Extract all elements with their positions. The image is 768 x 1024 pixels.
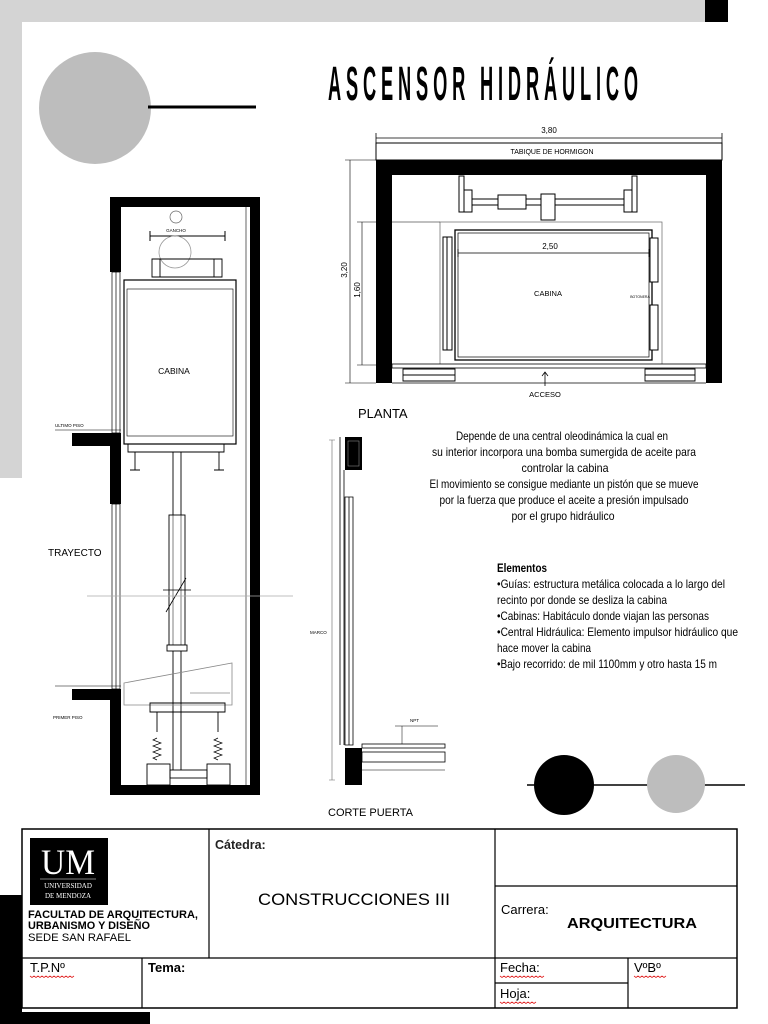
- dimension-cabin-width-label: 2,50: [542, 242, 558, 251]
- tp-number-label: T.P.Nº: [30, 960, 65, 975]
- floor-level-marker: [395, 726, 438, 744]
- top-gray-band: [0, 0, 705, 22]
- plan-view: [340, 126, 722, 399]
- piston-rod-lower: [173, 651, 181, 770]
- first-floor-slab: [72, 689, 121, 700]
- spring-right: [214, 738, 222, 760]
- crossbar-block: [498, 195, 526, 209]
- logo-line2: DE MENDOZA: [44, 892, 92, 900]
- hook-label: GANCHO: [166, 228, 186, 233]
- floor-finish: [362, 744, 445, 748]
- piston-break-line: [163, 578, 191, 612]
- gray-circle: [647, 755, 705, 813]
- pulley: [159, 236, 191, 268]
- approval-label: VºBº: [634, 960, 661, 975]
- chair-label: Cátedra:: [215, 838, 266, 852]
- description-line: su interior incorpora una bomba sumergida de aceite para: [432, 445, 697, 459]
- logo-line1: UNIVERSIDAD: [44, 882, 92, 890]
- faculty-line2: URBANISMO Y DISEÑO: [28, 920, 152, 932]
- spring-left: [153, 738, 161, 760]
- title-block: [22, 829, 737, 1008]
- elements-line: •Bajo recorrido: de mil 1100mm y otro hasta 15 m: [497, 657, 717, 671]
- guide-rail-right-post: [632, 176, 637, 212]
- floor-slab: [362, 752, 445, 762]
- door-sill-block: [345, 748, 362, 785]
- section-cabin-outer: [124, 280, 236, 444]
- door-section-view: [310, 437, 445, 785]
- first-floor-door: [112, 504, 120, 689]
- left-gray-band: [0, 22, 22, 478]
- floor-level-label: NPT: [410, 718, 419, 723]
- top-floor-label: ULTIMO PISO: [55, 423, 84, 428]
- sheet-number-label: Hoja:: [500, 986, 531, 1001]
- section-view: [53, 197, 293, 795]
- elements-line: •Guías: estructura metálica colocada a lo largo del: [497, 577, 725, 591]
- bottom-black-bar: [0, 1012, 150, 1024]
- career-label: Carrera:: [501, 902, 549, 917]
- dimension-cabin-depth-label: 1,60: [353, 282, 362, 298]
- buffer-frame: [150, 703, 225, 732]
- top-floor-door: [112, 272, 120, 433]
- piston-rod-upper: [173, 452, 181, 515]
- hoist-bar: [150, 231, 225, 241]
- door-wall-lines: [340, 437, 344, 745]
- cabin-guide-left: [443, 237, 452, 350]
- spellcheck-underline-sheet: [500, 1002, 536, 1004]
- university-logo: [30, 838, 108, 905]
- plan-title: PLANTA: [358, 406, 408, 421]
- description-line: por la fuerza que produce el aceite a presión impulsado: [439, 493, 689, 507]
- guide-rail-right-bracket: [624, 190, 632, 212]
- dimension-cabin-depth-line: [357, 222, 440, 365]
- elements-line: •Cabinas: Habitáculo donde viajan las personas: [497, 609, 709, 623]
- description-line: controlar la cabina: [521, 461, 609, 475]
- sheet-title: ASCENSOR HIDRÁULICO: [328, 56, 639, 111]
- concrete-partition-label: TABIQUE DE HORMIGON: [510, 149, 594, 156]
- door-section-title: CORTE PUERTA: [328, 807, 413, 819]
- black-circle: [534, 755, 594, 815]
- bottom-left-black-bar: [0, 895, 22, 1024]
- control-panel-label: BOTONERA: [630, 295, 650, 299]
- door-lintel: [345, 437, 362, 470]
- section-cabin-inner: [127, 289, 233, 436]
- hook-icon: [170, 211, 182, 223]
- travel-label: TRAYECTO: [48, 548, 102, 559]
- cabin-guide-right: [650, 238, 658, 350]
- door-frame: [345, 497, 353, 745]
- elements-line: hace mover la cabina: [497, 641, 592, 655]
- topic-label: Tema:: [148, 960, 186, 975]
- spellcheck-underline-tp: [30, 976, 74, 978]
- first-floor-label: PRIMER PISO: [53, 715, 83, 720]
- spellcheck-underline-date: [500, 976, 544, 978]
- campus-label: SEDE SAN RAFAEL: [28, 932, 131, 944]
- plan-cabin-label: CABINA: [534, 289, 562, 298]
- shaft-walls-plan: [376, 160, 722, 383]
- faculty-line1: FACULTAD DE ARQUITECTURA,: [28, 909, 198, 921]
- frame-label: MARCO: [310, 630, 327, 635]
- door-frame-left: [403, 369, 455, 381]
- top-right-black-block: [705, 0, 728, 22]
- elements-heading: Elementos: [497, 561, 548, 575]
- piston-ring: [167, 645, 187, 651]
- dimension-depth-line: [345, 160, 376, 383]
- piston-cylinder: [169, 515, 185, 645]
- crossbar-hanger: [541, 194, 555, 220]
- piston-cylinder-inner: [173, 515, 181, 645]
- access-arrow: [542, 372, 548, 386]
- spellcheck-underline-approval: [634, 976, 666, 978]
- guide-rail-left-bracket: [464, 190, 472, 212]
- access-label: ACCESO: [529, 390, 561, 399]
- buffer-base-left: [147, 764, 170, 785]
- pit-trapezoid: [124, 663, 232, 705]
- shaft-wall-middle-segment: [110, 446, 121, 504]
- dimension-depth-label: 3,20: [340, 262, 349, 278]
- bottom-circles: [527, 755, 745, 815]
- elements-line: recinto por donde se desliza la cabina: [497, 593, 668, 607]
- dimension-width-label: 3,80: [541, 126, 557, 135]
- description-line: El movimiento se consigue mediante un pistón que se mueve: [429, 477, 699, 491]
- buffer-base-right: [207, 764, 230, 785]
- elements-line: •Central Hidráulica: Elemento impulsor hidráulico que: [497, 625, 739, 639]
- date-label: Fecha:: [500, 960, 540, 975]
- description-text: [430, 429, 699, 523]
- door-dimension-line: [329, 440, 335, 780]
- top-left-gray-circle: [39, 52, 151, 164]
- elements-list: [497, 561, 738, 671]
- door-frame-right: [645, 369, 695, 381]
- guide-rail-left-post: [459, 176, 464, 212]
- description-line: por el grupo hidráulico: [511, 509, 615, 523]
- description-line: Depende de una central oleodinámica la cual en: [456, 429, 668, 443]
- sheet-title-group: [328, 56, 638, 110]
- career-value: ARQUITECTURA: [567, 915, 698, 932]
- piston-base: [170, 770, 207, 778]
- section-cabin-label: CABINA: [158, 366, 190, 376]
- chair-value: CONSTRUCCIONES III: [258, 890, 450, 909]
- top-floor-slab: [72, 433, 121, 446]
- spellcheck-underlines: [30, 976, 666, 1004]
- landing-threshold: [392, 364, 706, 368]
- logo-initials: UM: [41, 842, 95, 882]
- cabin-bottom-frame: [128, 444, 224, 470]
